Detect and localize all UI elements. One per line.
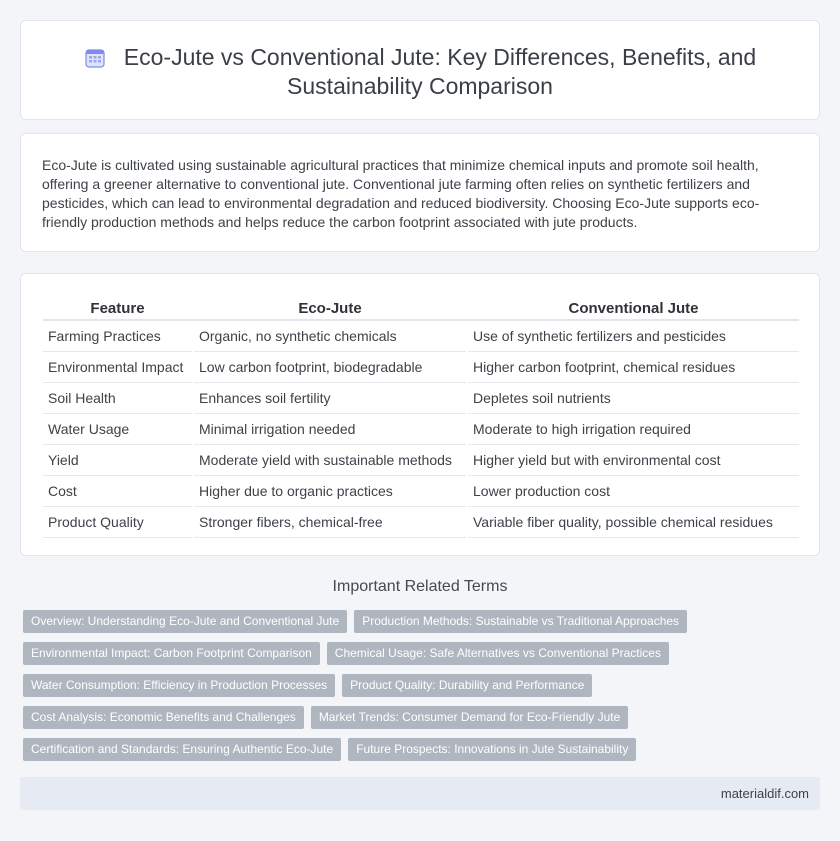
table-cell: Enhances soil fertility [193, 382, 467, 413]
table-cell: Use of synthetic fertilizers and pesticides [467, 320, 799, 351]
intro-paragraph: Eco-Jute is cultivated using sustainable agricultural practices that minimize chemical inputs and promote soil health, offering a greener alternative to conventional jute. Conventional jute farming often relies on synthetic fertilizers and pesticides, which can lead to environmental degradation and reduced biodiversity. Choosing Eco-Jute supports eco-friendly production methods and helps reduce the carbon footprint associated with jute products. [42, 157, 760, 230]
title-line-1: Eco-Jute vs Conventional Jute: Key Differences, Benefits, and [123, 44, 757, 70]
table-cell: Lower production cost [467, 475, 799, 506]
table-cell: Environmental Impact [43, 351, 193, 382]
table-header-row [43, 294, 799, 320]
table-cell: Low carbon footprint, biodegradable [193, 351, 467, 382]
table-row [43, 382, 799, 413]
page-title [21, 43, 819, 101]
table-row [43, 413, 799, 444]
footer [20, 777, 820, 810]
table-cell: Minimal irrigation needed [193, 413, 467, 444]
tag-row [23, 642, 813, 665]
related-term-tag[interactable]: Environmental Impact: Carbon Footprint Comparison [23, 642, 320, 665]
table-cell: Higher due to organic practices [193, 475, 467, 506]
table-row [43, 475, 799, 506]
related-term-tag[interactable]: Product Quality: Durability and Performance [342, 674, 592, 697]
header-eco-jute: Eco-Jute [193, 294, 467, 320]
site-name[interactable]: materialdif.com [720, 786, 809, 801]
table-row [43, 444, 799, 475]
table-cell: Moderate to high irrigation required [467, 413, 799, 444]
related-term-tag[interactable]: Water Consumption: Efficiency in Production Processes [23, 674, 335, 697]
title-line-2: Sustainability Comparison [287, 73, 553, 99]
table-cell: Variable fiber quality, possible chemical residues [467, 506, 799, 537]
table-cell: Soil Health [43, 382, 193, 413]
table-row [43, 320, 799, 351]
related-terms-heading: Important Related Terms [332, 578, 508, 595]
intro-card [20, 133, 820, 252]
table-cell: Higher yield but with environmental cost [467, 444, 799, 475]
table-row [43, 351, 799, 382]
tag-row [23, 610, 813, 633]
header-feature: Feature [43, 294, 193, 320]
tag-row [23, 738, 813, 761]
table-cell: Farming Practices [43, 320, 193, 351]
related-term-tag[interactable]: Future Prospects: Innovations in Jute Sustainability [348, 738, 636, 761]
related-terms-tags [23, 610, 813, 770]
table-cell: Product Quality [43, 506, 193, 537]
related-term-tag[interactable]: Cost Analysis: Economic Benefits and Challenges [23, 706, 304, 729]
table-cell: Cost [43, 475, 193, 506]
table-cell: Stronger fibers, chemical-free [193, 506, 467, 537]
table-cell: Higher carbon footprint, chemical residues [467, 351, 799, 382]
table-row [43, 506, 799, 537]
tag-row [23, 706, 813, 729]
related-term-tag[interactable]: Market Trends: Consumer Demand for Eco-Friendly Jute [311, 706, 628, 729]
header-card [20, 20, 820, 120]
table-cell: Organic, no synthetic chemicals [193, 320, 467, 351]
comparison-table-card [20, 273, 820, 556]
tag-row [23, 674, 813, 697]
header-conventional-jute: Conventional Jute [467, 294, 799, 320]
related-term-tag[interactable]: Production Methods: Sustainable vs Traditional Approaches [354, 610, 687, 633]
table-cell: Water Usage [43, 413, 193, 444]
comparison-table [43, 294, 799, 538]
table-cell: Yield [43, 444, 193, 475]
table-cell: Depletes soil nutrients [467, 382, 799, 413]
related-term-tag[interactable]: Overview: Understanding Eco-Jute and Conventional Jute [23, 610, 347, 633]
table-cell: Moderate yield with sustainable methods [193, 444, 467, 475]
calendar-grid-icon [84, 47, 106, 69]
related-term-tag[interactable]: Chemical Usage: Safe Alternatives vs Conventional Practices [327, 642, 669, 665]
related-term-tag[interactable]: Certification and Standards: Ensuring Authentic Eco-Jute [23, 738, 341, 761]
